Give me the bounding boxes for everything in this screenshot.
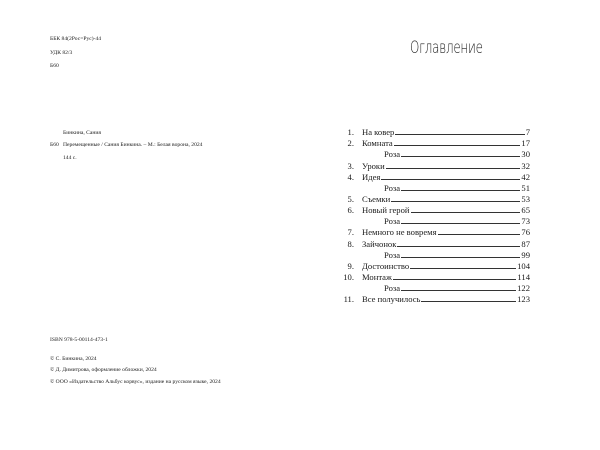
isbn: ISBN 978-5-00114-473-1: [50, 337, 108, 343]
toc-chapter-number: 2.: [347, 138, 354, 149]
toc-entry[interactable]: [340, 148, 530, 159]
author-mark-side: Б60: [50, 142, 59, 148]
toc-entry[interactable]: [340, 282, 530, 293]
toc-chapter-number: 10.: [343, 271, 354, 282]
toc-page-number: 17: [521, 138, 530, 149]
toc-chapter-number: 5.: [347, 193, 354, 204]
toc-entry[interactable]: [340, 126, 530, 137]
toc-chapter-title: Зайчонок: [362, 238, 397, 249]
toc-chapter-title: Все получилось: [362, 294, 421, 305]
toc-leader-line: [401, 156, 520, 157]
toc-entry[interactable]: [340, 237, 530, 248]
table-of-contents: [340, 126, 530, 304]
toc-leader-line: [401, 257, 520, 258]
toc-page-number: 7: [525, 127, 530, 138]
toc-page-number: 42: [521, 171, 530, 182]
toc-chapter-number: 9.: [347, 260, 354, 271]
toc-entry[interactable]: [340, 137, 530, 148]
toc-chapter-title: Идея: [362, 171, 381, 182]
author-name: Бинкина, Сания: [63, 130, 101, 136]
toc-page-number: 87: [521, 238, 530, 249]
toc-chapter-title: Съемки: [362, 193, 391, 204]
toc-chapter-title: Роза: [384, 182, 401, 193]
toc-leader-line: [411, 212, 521, 213]
toc-chapter-number: 8.: [347, 238, 354, 249]
toc-page-number: 104: [517, 260, 530, 271]
toc-chapter-number: 1.: [347, 127, 354, 138]
toc-entry[interactable]: [340, 260, 530, 271]
toc-page-number: 99: [521, 249, 530, 260]
copyright-line: © С. Бинкина, 2024: [50, 356, 97, 362]
toc-page-number: 32: [521, 160, 530, 171]
toc-leader-line: [438, 234, 521, 235]
toc-leader-line: [394, 145, 521, 146]
toc-page-number: 51: [521, 182, 530, 193]
toc-chapter-number: 6.: [347, 205, 354, 216]
toc-entry[interactable]: [340, 215, 530, 226]
toc-entry[interactable]: [340, 182, 530, 193]
toc-chapter-title: Роза: [384, 216, 401, 227]
toc-chapter-title: Уроки: [362, 160, 385, 171]
toc-chapter-title: Роза: [384, 283, 401, 294]
toc-chapter-number: 3.: [347, 160, 354, 171]
toc-chapter-title: На ковер: [362, 127, 395, 138]
toc-leader-line: [391, 201, 520, 202]
udk-code: УДК 82/3: [50, 50, 73, 56]
toc-chapter-title: Роза: [384, 249, 401, 260]
toc-chapter-title: Роза: [384, 149, 401, 160]
toc-leader-line: [401, 290, 516, 291]
author-mark: Б60: [50, 63, 59, 69]
toc-leader-line: [401, 190, 520, 191]
toc-entry[interactable]: [340, 249, 530, 260]
toc-leader-line: [410, 268, 516, 269]
page-count: 144 с.: [63, 155, 77, 161]
toc-page-number: 76: [521, 227, 530, 238]
toc-chapter-number: 7.: [347, 227, 354, 238]
toc-entry[interactable]: [340, 271, 530, 282]
page-title: Оглавление: [410, 38, 483, 57]
toc-page-number: 53: [521, 193, 530, 204]
toc-leader-line: [381, 179, 520, 180]
toc-entry[interactable]: [340, 193, 530, 204]
toc-leader-line: [395, 134, 524, 135]
toc-page-number: 122: [517, 283, 530, 294]
toc-chapter-number: 4.: [347, 171, 354, 182]
toc-chapter-title: Достоинство: [362, 260, 410, 271]
toc-entry[interactable]: [340, 293, 530, 304]
toc-leader-line: [421, 301, 516, 302]
toc-entry[interactable]: [340, 171, 530, 182]
copyright-line: © ООО «Издательство Альбус корвус», издание на русском языке, 2024: [50, 379, 221, 385]
bibliographic-record: Перемещенные / Сания Бинкина. – М.: Белая ворона, 2024: [63, 142, 203, 148]
toc-entry[interactable]: [340, 226, 530, 237]
toc-page-number: 65: [521, 205, 530, 216]
toc-leader-line: [401, 223, 520, 224]
bbk-code: ББК 84(2Рос=Рус)-44: [50, 36, 102, 42]
toc-chapter-number: 11.: [343, 294, 354, 305]
toc-leader-line: [397, 246, 520, 247]
toc-chapter-title: Немного не вовремя: [362, 227, 437, 238]
toc-chapter-title: Комната: [362, 138, 393, 149]
toc-page-number: 73: [521, 216, 530, 227]
copyright-line: © Д. Димитрова, оформление обложки, 2024: [50, 367, 157, 373]
toc-chapter-title: Монтаж: [362, 271, 392, 282]
toc-page-number: 123: [517, 294, 530, 305]
toc-entry[interactable]: [340, 159, 530, 170]
toc-leader-line: [393, 279, 516, 280]
toc-leader-line: [386, 168, 521, 169]
toc-entry[interactable]: [340, 204, 530, 215]
toc-page-number: 30: [521, 149, 530, 160]
toc-page-number: 114: [517, 271, 530, 282]
toc-chapter-title: Новый герой: [362, 205, 410, 216]
